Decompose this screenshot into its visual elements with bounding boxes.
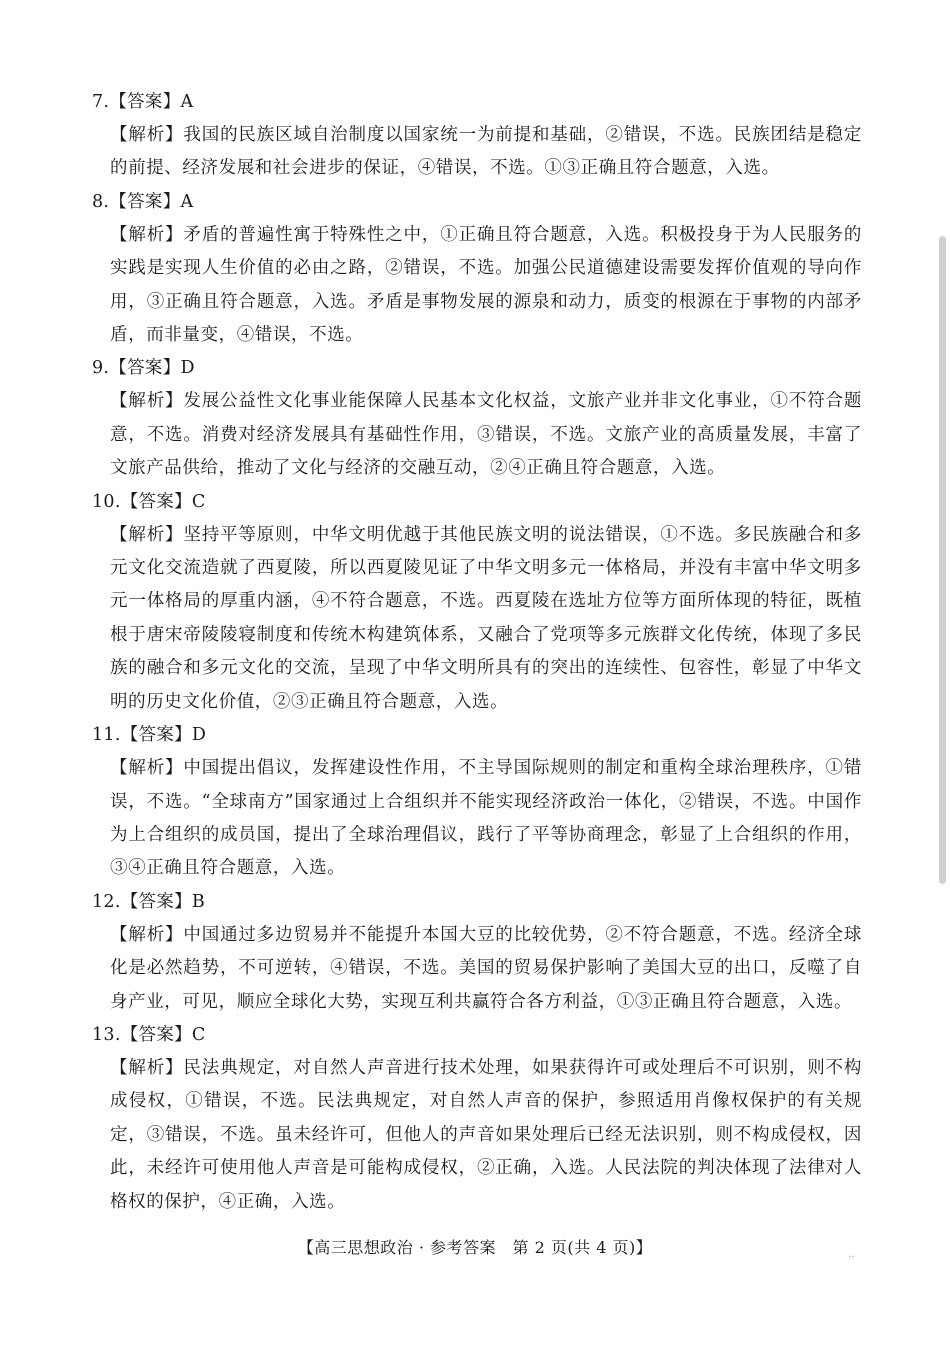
answer-label: 13.【答案】C: [92, 1024, 206, 1045]
analysis-text: 【解析】中国通过多边贸易并不能提升本国大豆的比较优势，②不符合题意，不选。经济全球化是必然趋势，不可逆转，④错误，不选。美国的贸易保护影响了美国大豆的出口，反噬了自身产业，可见，顺应全球化大势，实现互利共赢符合各方利益，①③正确且符合题意，入选。: [110, 924, 862, 1012]
answer-label: 9.【答案】D: [92, 358, 195, 379]
answer-item-9: [92, 352, 862, 485]
analysis-text: 【解析】坚持平等原则，中华文明优越于其他民族文明的说法错误，①不选。多民族融合和多元文化交流造就了西夏陵，所以西夏陵见证了中华文明多元一体格局，并没有丰富中华文明多元一体格局的厚重内涵，④不符合题意，不选。西夏陵在选址方位等方面所体现的特征，既植根于唐宋帝陵陵寝制度和传统木构建筑体系，又融合了党项等多元族群文化传统，体现了多民族的融合和多元文化的交流，呈现了中华文明所具有的突出的连续性、包容性，彰显了中华文明的历史文化价值，②③正确且符合题意，入选。: [110, 524, 862, 712]
answer-item-10: [92, 486, 862, 719]
analysis-text: 【解析】矛盾的普遍性寓于特殊性之中，①正确且符合题意，入选。积极投身于为人民服务的实践是实现人生价值的必由之路，②错误，不选。加强公民道德建设需要发挥价值观的导向作用，③正确且符合题意，入选。矛盾是事物发展的源泉和动力，质变的根源在于事物的内部矛盾，而非量变，④错误，不选。: [110, 224, 862, 346]
answer-item-12: [92, 886, 862, 1019]
scrollbar[interactable]: [939, 236, 946, 884]
answer-item-13: [92, 1019, 862, 1219]
answer-label: 8.【答案】A: [92, 191, 194, 212]
answer-key-content: [92, 86, 862, 1219]
answer-item-8: [92, 186, 862, 353]
scan-mark: ‥: [848, 1249, 855, 1260]
answer-label: 12.【答案】B: [92, 891, 206, 912]
answer-item-11: [92, 719, 862, 886]
answer-label: 10.【答案】C: [92, 491, 206, 512]
analysis-text: 【解析】我国的民族区域自治制度以国家统一为前提和基础，②错误，不选。民族团结是稳定的前提、经济发展和社会进步的保证，④错误，不选。①③正确且符合题意，入选。: [110, 125, 862, 179]
page-footer: 【高三思想政治 · 参考答案 第 2 页(共 4 页)】: [297, 1238, 653, 1257]
analysis-text: 【解析】民法典规定，对自然人声音进行技术处理，如果获得许可或处理后不可识别，则不构成侵权，①错误，不选。民法典规定，对自然人声音的保护，参照适用肖像权保护的有关规定，③错误，不选。虽未经许可，但他人的声音如果处理后已经无法识别，则不构成侵权，因此，未经许可使用他人声音是可能构成侵权，②正确，入选。人民法院的判决体现了法律对人格权的保护，④正确，入选。: [110, 1057, 862, 1212]
analysis-text: 【解析】中国提出倡议，发挥建设性作用，不主导国际规则的制定和重构全球治理秩序，①错误，不选。“全球南方”国家通过上合组织并不能实现经济政治一体化，②错误，不选。中国作为上合组织的成员国，提出了全球治理倡议，践行了平等协商理念，彰显了上合组织的作用，③④正确且符合题意，入选。: [110, 758, 862, 879]
answer-label: 11.【答案】D: [92, 725, 207, 746]
answer-item-7: [92, 86, 862, 186]
answer-label: 7.【答案】A: [92, 92, 194, 112]
analysis-text: 【解析】发展公益性文化事业能保障人民基本文化权益，文旅产业并非文化事业，①不符合题意，不选。消费对经济发展具有基础性作用，③错误，不选。文旅产业的高质量发展，丰富了文旅产品供给，推动了文化与经济的交融互动，②④正确且符合题意，入选。: [110, 391, 862, 479]
